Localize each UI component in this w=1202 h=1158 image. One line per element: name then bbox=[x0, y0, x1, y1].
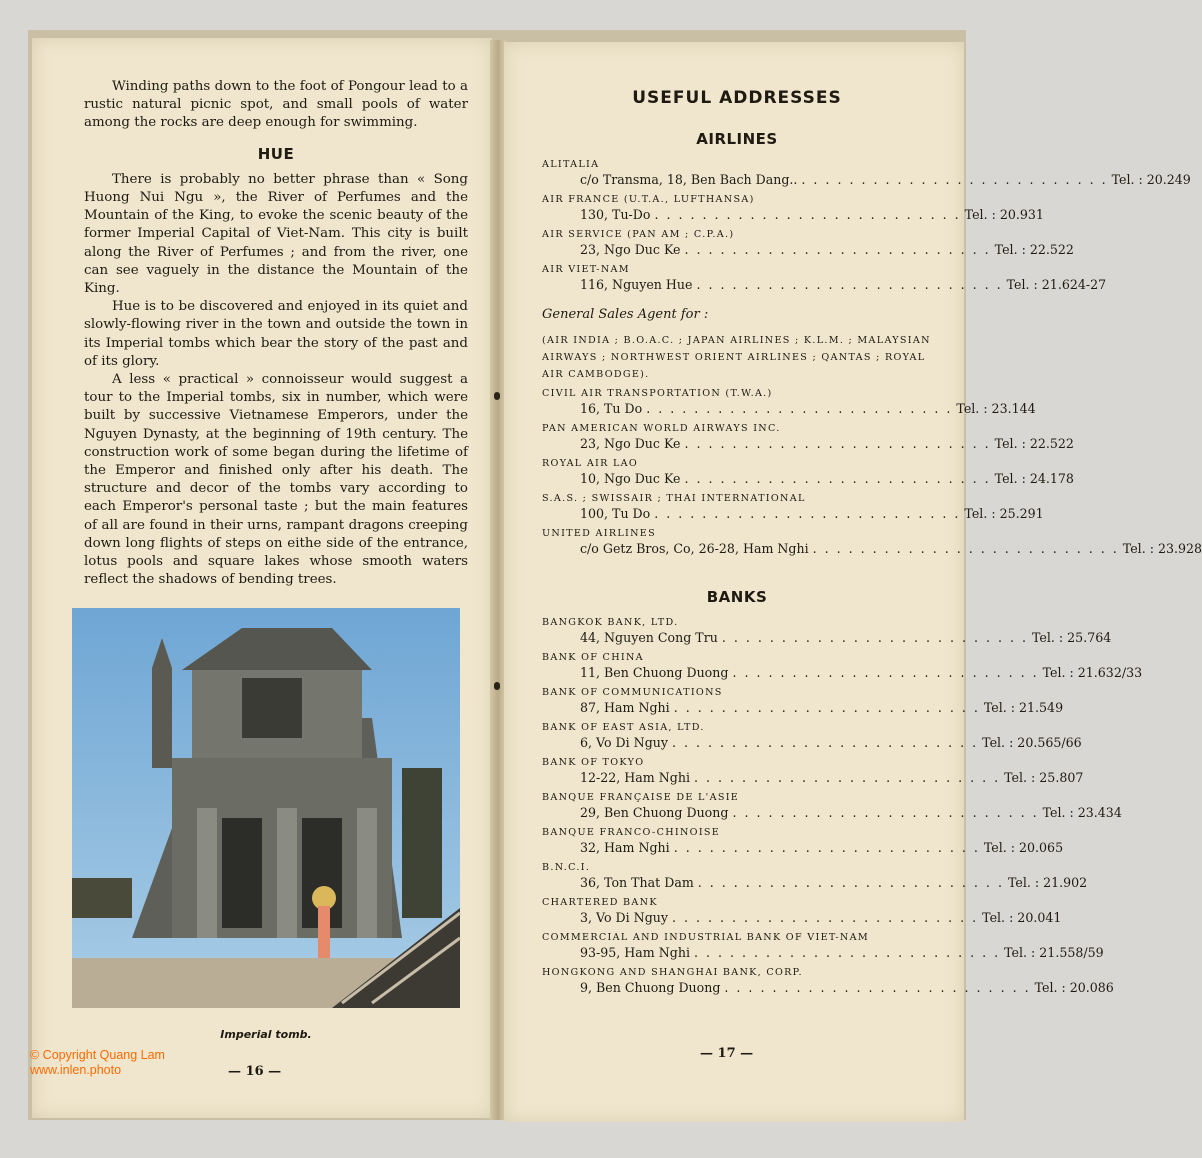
entry-address: 23, Ngo Duc Ke bbox=[580, 242, 681, 257]
entry-telephone: Tel. : 23.144 bbox=[956, 401, 1036, 416]
leader-dots: . . . . . . . . . . . . . . . . . . . . . . . . . . bbox=[671, 735, 979, 750]
address-entry bbox=[542, 826, 1064, 856]
leader-dots: . . . . . . . . . . . . . . . . . . . . . . . . . . bbox=[693, 770, 1001, 785]
entry-line bbox=[542, 909, 1062, 926]
entry-name: PAN AMERICAN WORLD AIRWAYS INC. bbox=[542, 423, 781, 434]
entry-address: 3, Vo Di Nguy bbox=[580, 910, 668, 925]
leader-dots: . . . . . . . . . . . . . . . . . . . . . . . . . . bbox=[693, 945, 1001, 960]
leader-dots: . . . . . . . . . . . . . . . . . . . . . . . . . . bbox=[673, 840, 980, 855]
entry-name: CHARTERED BANK bbox=[542, 897, 658, 908]
entry-name: AIR FRANCE (U.T.A., LUFTHANSA) bbox=[542, 194, 755, 205]
leader-dots: . . . . . . . . . . . . . . . . . . . . . . . . . . bbox=[732, 805, 1039, 820]
entry-name: AIR VIET-NAM bbox=[542, 264, 630, 275]
address-entry bbox=[542, 527, 1202, 557]
entry-name: BANK OF TOKYO bbox=[542, 757, 645, 768]
leader-dots: . . . . . . . . . . . . . . . . . . . . . . . . . . bbox=[684, 471, 991, 486]
entry-address: 6, Vo Di Nguy bbox=[580, 735, 668, 750]
entry-line bbox=[542, 435, 1074, 452]
right-page-number: — 17 — bbox=[700, 1046, 754, 1061]
entry-telephone: Tel. : 20.041 bbox=[982, 910, 1062, 925]
entry-telephone: Tel. : 21.902 bbox=[1007, 875, 1088, 890]
gsa-list: (AIR INDIA ; B.O.A.C. ; JAPAN AIRLINES ; K.L.M. ; MALAYSIAN AIRWAYS ; NORTHWEST ORIENT AIRLINES ; QANTAS ; ROYAL AIR CAMBODGE). bbox=[542, 335, 931, 380]
entry-line bbox=[542, 979, 1114, 996]
address-entry bbox=[542, 721, 1082, 751]
entry-line bbox=[542, 400, 1036, 417]
addresses-column bbox=[542, 88, 1202, 1001]
entry-telephone: Tel. : 25.764 bbox=[1032, 630, 1112, 645]
entry-telephone: Tel. : 20.249 bbox=[1111, 172, 1191, 187]
entry-address: 10, Ngo Duc Ke bbox=[580, 471, 681, 486]
leader-dots: . . . . . . . . . . . . . . . . . . . . . . . . . . bbox=[697, 875, 1004, 890]
entry-name: BANQUE FRANCO-CHINOISE bbox=[542, 827, 721, 838]
entry-telephone: Tel. : 20.065 bbox=[983, 840, 1064, 855]
address-entry bbox=[542, 263, 1107, 293]
intro-paragraph: Winding paths down to the foot of Pongour lead to a rustic natural picnic spot, and small pools of water among the rocks are deep enough for swimming. bbox=[84, 79, 468, 131]
leader-dots: . . . . . . . . . . . . . . . . . . . . . . . . . . bbox=[684, 242, 991, 257]
entry-address: 23, Ngo Duc Ke bbox=[580, 436, 681, 451]
entry-line bbox=[542, 171, 1191, 188]
address-entry bbox=[542, 686, 1064, 716]
entry-line bbox=[542, 699, 1064, 716]
entry-telephone: Tel. : 21.558/59 bbox=[1004, 945, 1104, 960]
entry-name: BANK OF CHINA bbox=[542, 652, 644, 663]
leader-dots: . . . . . . . . . . . . . . . . . . . . . . . . . . bbox=[696, 277, 1003, 292]
address-entry bbox=[542, 931, 1104, 961]
leader-dots: . . . . . . . . . . . . . . . . . . . . . . . . . . bbox=[724, 980, 1031, 995]
entry-line bbox=[542, 664, 1143, 681]
entry-line bbox=[542, 734, 1082, 751]
leader-dots: . . . . . . . . . . . . . . . . . . . . . . . . . . bbox=[684, 436, 991, 451]
entry-address: 29, Ben Chuong Duong bbox=[580, 805, 729, 820]
entry-telephone: Tel. : 20.931 bbox=[964, 207, 1044, 222]
entry-telephone: Tel. : 20.086 bbox=[1034, 980, 1114, 995]
entry-name: HONGKONG AND SHANGHAI BANK, CORP. bbox=[542, 967, 803, 978]
hue-paragraph-3: A less « practical » connoisseur would suggest a tour to the Imperial tombs, six in number, which were built by successive Vietnamese Emperors, under the Nguyen Dynasty, at the beginning of 19th century. The construction work of some began during the lifetime of the Emperor and finished only after his death. The structure and decor of the tombs vary according to each Emperor's personal taste ; but the main features of all are found in their urns, rampant dragons creeping down long flights of steps on eithe side of the entrance, lotus pools and square lakes whose smooth waters reflect the shadows of bending trees. bbox=[84, 372, 468, 588]
address-entry bbox=[542, 791, 1122, 821]
airlines-list bbox=[542, 158, 1191, 293]
leader-dots: . . . . . . . . . . . . . . . . . . . . . . . . . . bbox=[812, 541, 1119, 556]
entry-line bbox=[542, 505, 1044, 522]
hue-paragraph-1: There is probably no better phrase than « Song Huong Nui Ngu », the River of Perfumes and the Mountain of the King, to evoke the scenic beauty of the former Imperial Capital of Viet-Nam. This city is built along the River of Perfumes ; and from the river, one can see vaguely in the distance the Mountain of the King. bbox=[84, 171, 468, 297]
entry-name: ROYAL AIR LAO bbox=[542, 458, 639, 469]
entry-line bbox=[542, 804, 1122, 821]
entry-address: 11, Ben Chuong Duong bbox=[580, 665, 729, 680]
entry-address: c/o Transma, 18, Ben Bach Dang.. bbox=[580, 172, 798, 187]
entry-address: 93-95, Ham Nghi bbox=[580, 945, 690, 960]
entry-address: c/o Getz Bros, Co, 26-28, Ham Nghi bbox=[580, 541, 809, 556]
address-entry bbox=[542, 896, 1062, 926]
entry-telephone: Tel. : 23.434 bbox=[1042, 805, 1122, 820]
leader-dots: . . . . . . . . . . . . . . . . . . . . . . . . . . bbox=[654, 207, 961, 222]
entry-telephone: Tel. : 21.624-27 bbox=[1006, 277, 1107, 292]
entry-line bbox=[542, 470, 1074, 487]
entry-name: BANK OF COMMUNICATIONS bbox=[542, 687, 723, 698]
address-entry bbox=[542, 616, 1112, 646]
staple-top bbox=[494, 392, 500, 400]
leader-dots: . . . . . . . . . . . . . . . . . . . . . . . . . . bbox=[673, 700, 980, 715]
copyright-watermark bbox=[30, 1048, 165, 1078]
entry-name: COMMERCIAL AND INDUSTRIAL BANK OF VIET-NAM bbox=[542, 932, 869, 943]
entry-line bbox=[542, 241, 1074, 258]
hue-heading: HUE bbox=[257, 144, 295, 163]
entry-telephone: Tel. : 24.178 bbox=[994, 471, 1074, 486]
entry-line bbox=[542, 540, 1202, 557]
address-entry bbox=[542, 228, 1074, 258]
entry-line bbox=[542, 206, 1044, 223]
address-entry bbox=[542, 966, 1114, 996]
entry-name: CIVIL AIR TRANSPORTATION (T.W.A.) bbox=[542, 388, 773, 399]
entry-line bbox=[542, 769, 1084, 786]
entry-name: B.N.C.I. bbox=[542, 862, 591, 873]
useful-addresses-title: USEFUL ADDRESSES bbox=[632, 88, 842, 108]
entry-name: UNITED AIRLINES bbox=[542, 528, 656, 539]
entry-telephone: Tel. : 20.565/66 bbox=[982, 735, 1082, 750]
address-entry bbox=[542, 422, 1074, 452]
entry-telephone: Tel. : 23.928 bbox=[1122, 541, 1202, 556]
staple-bottom bbox=[494, 682, 500, 690]
airlines-heading: AIRLINES bbox=[696, 130, 778, 148]
entry-name: BANGKOK BANK, LTD. bbox=[542, 617, 679, 628]
entry-name: AIR SERVICE (PAN AM ; C.P.A.) bbox=[542, 229, 735, 240]
entry-line bbox=[542, 944, 1104, 961]
address-entry bbox=[542, 492, 1044, 522]
entry-address: 16, Tu Do bbox=[580, 401, 643, 416]
leader-dots: . . . . . . . . . . . . . . . . . . . . . . . . . . bbox=[721, 630, 1029, 645]
address-entry bbox=[542, 756, 1084, 786]
address-entry bbox=[542, 861, 1088, 891]
entry-telephone: Tel. : 21.632/33 bbox=[1042, 665, 1143, 680]
entry-address: 36, Ton That Dam bbox=[580, 875, 694, 890]
entry-address: 9, Ben Chuong Duong bbox=[580, 980, 721, 995]
left-page-text bbox=[84, 78, 468, 589]
entry-name: BANQUE FRANÇAISE DE L'ASIE bbox=[542, 792, 740, 803]
entry-telephone: Tel. : 21.549 bbox=[983, 700, 1064, 715]
entry-line bbox=[542, 629, 1112, 646]
address-entry bbox=[542, 457, 1074, 487]
hue-paragraph-2: Hue is to be discovered and enjoyed in its quiet and slowly-flowing river in the town and outside the town in its Imperial tombs which bear the story of the past and of its glory. bbox=[84, 299, 468, 369]
entry-address: 130, Tu-Do bbox=[580, 207, 651, 222]
entry-address: 12-22, Ham Nghi bbox=[580, 770, 690, 785]
entry-address: 87, Ham Nghi bbox=[580, 700, 670, 715]
address-entry bbox=[542, 158, 1191, 188]
left-page-number: — 16 — bbox=[228, 1064, 282, 1079]
banks-list bbox=[542, 616, 1143, 996]
entry-address: 100, Tu Do bbox=[580, 506, 651, 521]
entry-address: 44, Nguyen Cong Tru bbox=[580, 630, 718, 645]
photo-caption: Imperial tomb. bbox=[220, 1028, 312, 1041]
copyright-website: www.inlen.photo bbox=[30, 1063, 122, 1077]
entry-telephone: Tel. : 22.522 bbox=[994, 242, 1074, 257]
leader-dots: . . . . . . . . . . . . . . . . . . . . . . . . . . bbox=[671, 910, 979, 925]
entry-telephone: Tel. : 25.807 bbox=[1004, 770, 1084, 785]
airlines-list-2 bbox=[542, 387, 1202, 557]
leader-dots: . . . . . . . . . . . . . . . . . . . . . . . . . . bbox=[646, 401, 953, 416]
entry-address: 32, Ham Nghi bbox=[580, 840, 670, 855]
imperial-tomb-photo bbox=[72, 608, 460, 1008]
entry-telephone: Tel. : 22.522 bbox=[994, 436, 1074, 451]
entry-name: ALITALIA bbox=[542, 159, 600, 170]
copyright-line: © Copyright Quang Lam bbox=[30, 1048, 165, 1062]
address-entry bbox=[542, 193, 1044, 223]
leader-dots: . . . . . . . . . . . . . . . . . . . . . . . . . . bbox=[654, 506, 961, 521]
gsa-label: General Sales Agent for : bbox=[542, 307, 709, 322]
entry-line bbox=[542, 276, 1107, 293]
entry-telephone: Tel. : 25.291 bbox=[964, 506, 1044, 521]
left-page bbox=[32, 38, 492, 1118]
banks-heading: BANKS bbox=[706, 588, 768, 606]
address-entry bbox=[542, 387, 1036, 417]
entry-name: BANK OF EAST ASIA, LTD. bbox=[542, 722, 705, 733]
entry-name: S.A.S. ; SWISSAIR ; THAI INTERNATIONAL bbox=[542, 493, 806, 504]
entry-address: 116, Nguyen Hue bbox=[580, 277, 693, 292]
entry-line bbox=[542, 874, 1088, 891]
leader-dots: . . . . . . . . . . . . . . . . . . . . . . . . . . bbox=[732, 665, 1039, 680]
entry-line bbox=[542, 839, 1064, 856]
address-entry bbox=[542, 651, 1143, 681]
leader-dots: . . . . . . . . . . . . . . . . . . . . . . . . . . bbox=[801, 172, 1108, 187]
